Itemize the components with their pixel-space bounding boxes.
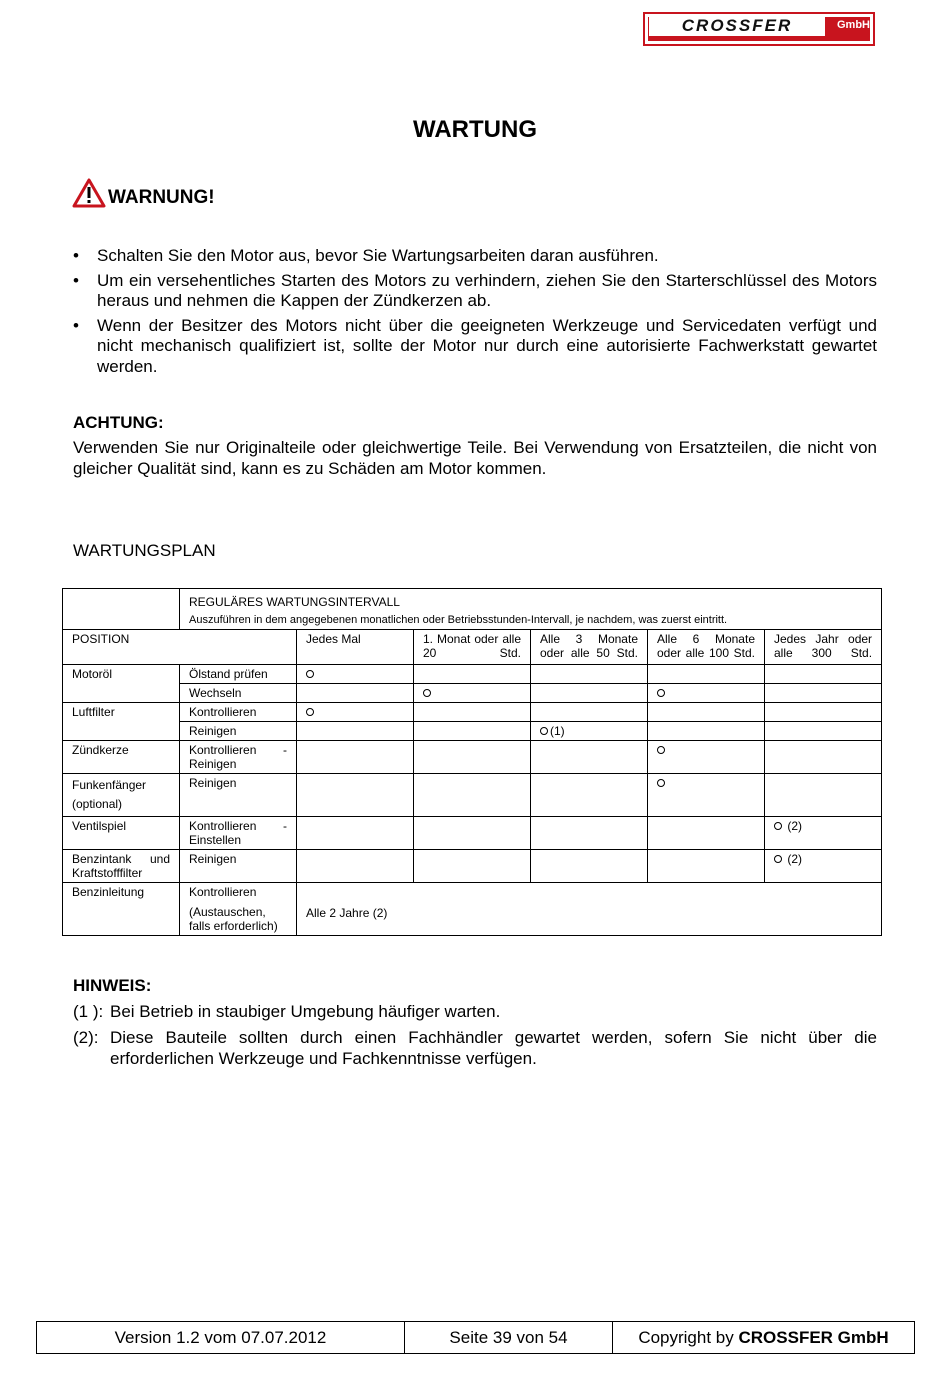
action-cell: Reinigen <box>180 850 297 883</box>
circle-icon <box>774 855 782 863</box>
logo-wordmark: CROSSFER <box>649 16 825 36</box>
footer-version: Version 1.2 vom 07.07.2012 <box>37 1322 405 1353</box>
list-item: • Um ein versehentliches Starten des Motors zu verhindern, ziehen Sie den Starterschlüssel des Motors heraus und nehmen die Kappen der Zündkerzen ab. <box>73 271 877 312</box>
position-note: (optional) <box>72 797 123 811</box>
position-cell: Benzinleitung <box>63 883 180 936</box>
warning-label: WARNUNG! <box>108 187 215 208</box>
column-header: Alle 3 Monate oder alle 50 Std. <box>531 630 648 665</box>
position-cell: Benzintank und Kraftstofffilter <box>63 850 180 883</box>
table-row <box>63 589 882 612</box>
circle-icon <box>423 689 431 697</box>
table-row <box>63 883 882 936</box>
position-cell: Ventilspiel <box>63 817 180 850</box>
page-footer <box>36 1321 915 1354</box>
footer-copyright: Copyright by CROSSFER GmbH <box>638 1327 889 1347</box>
footnote-ref: (2) <box>787 852 803 866</box>
interval-note: Auszuführen in dem angegebenen monatlichen oder Betriebsstunden-Intervall, je nachdem, was zuerst eintritt. <box>180 611 882 630</box>
table-row <box>63 684 882 703</box>
achtung-text: Verwenden Sie nur Originalteile oder gleichwertige Teile. Bei Verwendung von Ersatzteilen, die nicht von gleicher Qualität sind, kann es zu Schäden am Motor kommen. <box>73 438 877 478</box>
circle-icon <box>774 822 782 830</box>
footnote-ref: (1) <box>550 724 565 738</box>
note-text: Bei Betrieb in staubiger Umgebung häufiger warten. <box>110 1002 501 1021</box>
table-row <box>63 850 882 883</box>
plan-title: WARTUNGSPLAN <box>73 541 216 560</box>
footer-page-number: Seite 39 von 54 <box>405 1322 613 1353</box>
crossfer-logo <box>643 12 875 46</box>
action-cell: Kontrollieren - Reinigen <box>180 741 297 774</box>
list-item: • Wenn der Besitzer des Motors nicht über die geeigneten Werkzeuge und Servicedaten verfügt und nicht mechanisch qualifiziert ist, sollte der Motor nur durch eine autorisierte Fachwerkstatt gewartet werden. <box>73 316 877 378</box>
footnote-ref: (2) <box>787 819 803 833</box>
circle-icon <box>657 746 665 754</box>
table-row <box>63 611 882 630</box>
circle-icon <box>657 779 665 787</box>
action-cell: Wechseln <box>180 684 297 703</box>
achtung-heading: ACHTUNG: <box>73 413 164 432</box>
hinweis-heading: HINWEIS: <box>73 976 152 995</box>
column-header: Jedes Mal <box>297 630 414 665</box>
warning-list <box>73 246 877 381</box>
position-cell: Luftfilter <box>63 703 180 741</box>
action-cell: Reinigen <box>180 722 297 741</box>
note-text: Diese Bauteile sollten durch einen Fachhändler gewartet werden, sofern Sie nicht über die erforderlichen Werkzeuge und Fachkenntnisse verfügen. <box>110 1028 877 1068</box>
circle-icon <box>657 689 665 697</box>
logo-gmbh: GmbH <box>837 19 870 31</box>
maintenance-table <box>62 588 882 936</box>
warning-heading <box>72 178 215 208</box>
position-header: POSITION <box>63 630 297 665</box>
circle-icon <box>540 727 548 735</box>
action-cell: Kontrollieren - Einstellen <box>180 817 297 850</box>
note-1 <box>73 1002 877 1023</box>
note-2 <box>73 1028 877 1069</box>
circle-icon <box>306 670 314 678</box>
page-title: WARTUNG <box>413 116 537 143</box>
position-cell: Zündkerze <box>63 741 180 774</box>
circle-icon <box>306 708 314 716</box>
action-cell: Kontrollieren <box>189 885 257 899</box>
column-header: Alle 6 Monate oder alle 100 Std. <box>648 630 765 665</box>
position-cell: Funkenfänger <box>72 778 147 792</box>
list-item: • Schalten Sie den Motor aus, bevor Sie Wartungsarbeiten daran ausführen. <box>73 246 877 267</box>
interval-cell: Alle 2 Jahre (2) <box>297 883 882 936</box>
position-cell: Motoröl <box>63 665 180 703</box>
note-label: (2): <box>73 1028 99 1047</box>
table-row <box>63 817 882 850</box>
table-row <box>63 703 882 722</box>
interval-heading: REGULÄRES WARTUNGSINTERVALL <box>180 589 882 612</box>
note-label: (1 ): <box>73 1002 104 1021</box>
action-cell: Ölstand prüfen <box>180 665 297 684</box>
column-header: 1. Monat oder alle 20 Std. <box>414 630 531 665</box>
action-cell: Kontrollieren <box>180 703 297 722</box>
column-header: Jedes Jahr oder alle 300 Std. <box>765 630 882 665</box>
table-row <box>63 665 882 684</box>
table-row <box>63 774 882 817</box>
table-row <box>63 741 882 774</box>
action-note: (Austauschen, falls erforderlich) <box>189 905 278 933</box>
table-row <box>63 722 882 741</box>
footer-company: CROSSFER GmbH <box>738 1327 889 1347</box>
action-cell: Reinigen <box>180 774 297 817</box>
table-row <box>63 630 882 665</box>
warning-triangle-icon <box>72 178 106 208</box>
